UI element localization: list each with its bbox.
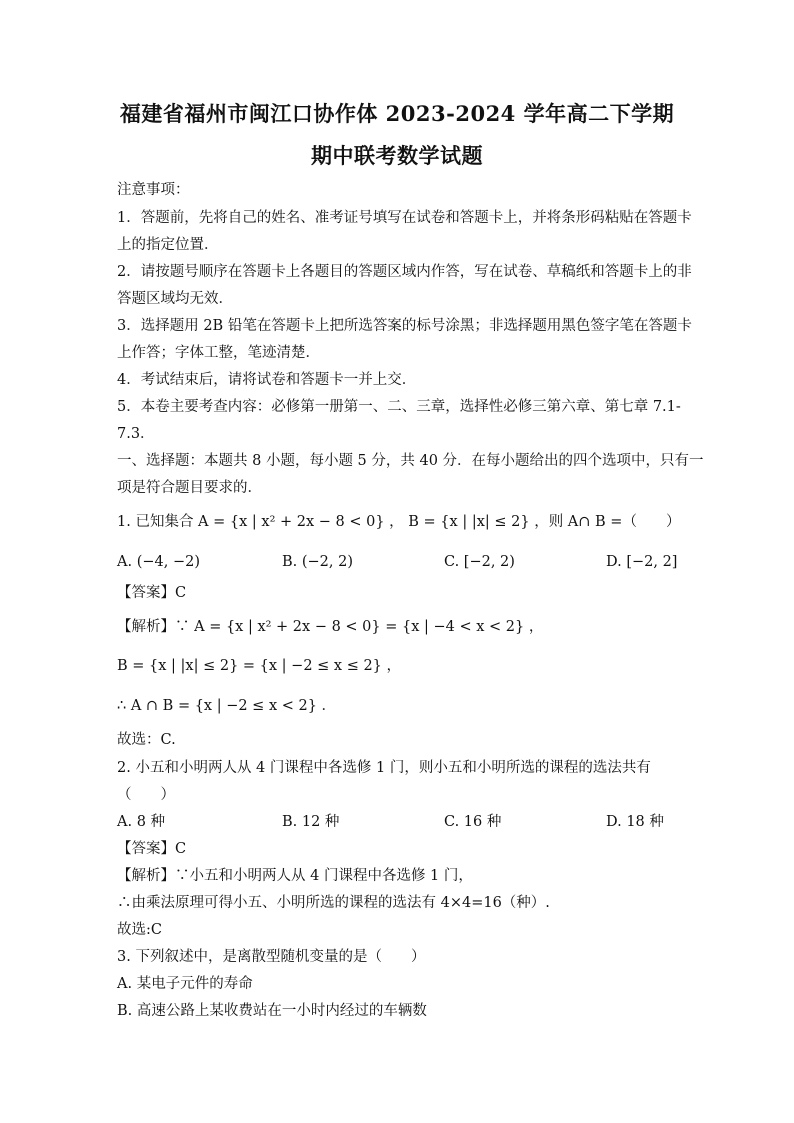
q1-answer: 【答案】C — [117, 585, 187, 601]
q3-option-b: B. 高速公路上某收费站在一小时内经过的车辆数 — [117, 1003, 427, 1019]
notice-item: 上作答；字体工整，笔迹清楚． — [117, 345, 320, 361]
title-line-1: 福建省福州市闽江口协作体 2023-2024 学年高二下学期 — [119, 101, 675, 126]
q1-option-d: D. [−2, 2] — [606, 554, 678, 570]
notice-item: 答题区域均无效． — [117, 291, 233, 307]
title-line-2: 期中联考数学试题 — [311, 143, 483, 168]
section-heading-cont: 项是符合题目要求的． — [117, 480, 262, 496]
q1-option-a: A. (−4, −2) — [117, 554, 200, 570]
notice-item: 上的指定位置． — [117, 237, 219, 253]
notice-item: 3．选择题用 2B 铅笔在答题卡上把所选答案的标号涂黑；非选择题用黑色签字笔在答题卡 — [117, 318, 692, 334]
q2-stem-cont: （ ） — [117, 787, 175, 803]
section-heading: 一、选择题：本题共 8 小题，每小题 5 分，共 40 分．在每小题给出的四个选项中，只有一 — [117, 453, 704, 469]
q2-option-c: C. 16 种 — [444, 814, 502, 830]
q1-analysis-line: 故选：C. — [117, 732, 176, 748]
q2-option-a: A. 8 种 — [117, 814, 166, 830]
q2-answer: 【答案】C — [117, 841, 187, 857]
notice-item: 7.3． — [117, 426, 155, 442]
notice-item: 1．答题前，先将自己的姓名、准考证号填写在试卷和答题卡上，并将条形码粘贴在答题卡 — [117, 210, 692, 226]
q2-analysis-line: ∴由乘法原理可得小五、小明所选的课程的选法有 4×4=16（种）. — [117, 895, 550, 911]
q2-analysis-line: 【解析】∵小五和小明两人从 4 门课程中各选修 1 门， — [117, 868, 473, 884]
q2-stem: 2. 小五和小明两人从 4 门课程中各选修 1 门，则小五和小明所选的课程的选法共有 — [117, 760, 651, 776]
q2-option-d: D. 18 种 — [606, 814, 664, 830]
notice-item: 4．考试结束后，请将试卷和答题卡一并上交． — [117, 372, 417, 388]
q3-option-a: A. 某电子元件的寿命 — [117, 976, 253, 992]
q1-option-c: C. [−2, 2) — [444, 554, 515, 570]
q2-analysis-line: 故选:C — [117, 922, 162, 938]
q1-option-b: B. (−2, 2) — [282, 554, 354, 570]
q3-stem: 3. 下列叙述中，是离散型随机变量的是（ ） — [117, 949, 426, 965]
q1-analysis-line: ∴ A ∩ B = {x | −2 ≤ x < 2} ． — [117, 698, 337, 714]
q1-analysis-line: B = {x | |x| ≤ 2} = {x | −2 ≤ x ≤ 2} ， — [117, 658, 402, 674]
q2-option-b: B. 12 种 — [282, 814, 340, 830]
notice-item: 2．请按题号顺序在答题卡上各题目的答题区域内作答，写在试卷、草稿纸和答题卡上的非 — [117, 264, 692, 280]
notice-header: 注意事项： — [117, 182, 190, 198]
q1-stem: 1. 已知集合 A = {x | x² + 2x − 8 < 0} ， B = {x | |x| ≤ 2} ，则 A∩ B =（ ） — [117, 514, 681, 530]
q1-analysis-line: 【解析】∵ A = {x | x² + 2x − 8 < 0} = {x | −4 < x < 2} ， — [117, 619, 544, 635]
notice-item: 5．本卷主要考查内容：必修第一册第一、二、三章，选择性必修三第六章、第七章 7.1- — [117, 399, 681, 415]
